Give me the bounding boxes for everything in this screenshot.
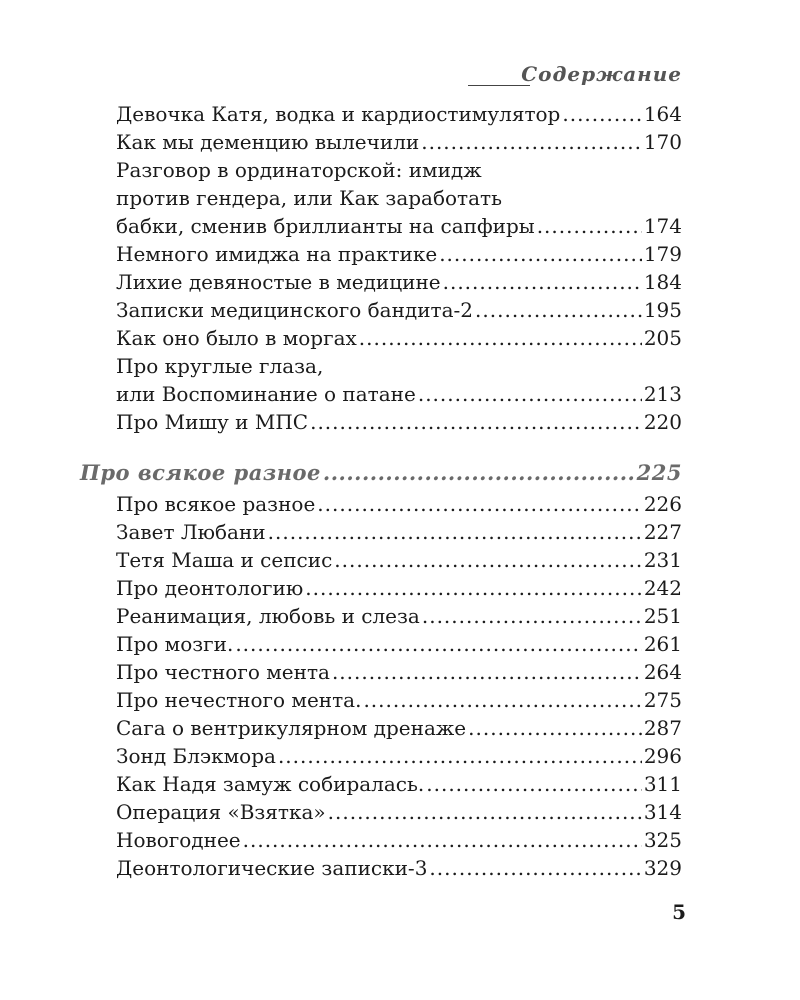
leader-dots — [243, 826, 642, 854]
toc-entry[interactable] — [116, 296, 682, 324]
toc-list-part1 — [116, 100, 682, 436]
toc-entry-title: Как оно было в моргах — [116, 326, 357, 350]
toc-entry-page: 213 — [643, 382, 682, 406]
toc-entry-title: Деонтологические записки-3 — [116, 856, 428, 880]
leader-dots — [278, 742, 642, 770]
toc-entry-title: Про мозги. — [116, 632, 234, 656]
header-title: Содержание — [521, 62, 682, 86]
toc-entry-title: Про честного мента — [116, 660, 330, 684]
toc-entry-title: Реанимация, любовь и слеза — [116, 604, 420, 628]
toc-entry-page: 231 — [643, 548, 682, 572]
toc-entry-title: Немного имиджа на практике — [116, 242, 438, 266]
leader-dots — [443, 268, 642, 296]
toc-entry-title: Операция «Взятка» — [116, 800, 326, 824]
leader-dots — [426, 770, 642, 798]
toc-entry-page: 220 — [643, 410, 682, 434]
toc-entry-page: 261 — [643, 632, 682, 656]
leader-dots — [334, 546, 642, 574]
toc-entry[interactable] — [116, 490, 682, 518]
toc-entry-page: 226 — [643, 492, 682, 516]
toc-entry-page: 251 — [643, 604, 682, 628]
toc-entry-title: Как мы деменцию вылечили — [116, 130, 420, 154]
toc-entry-title: Про всякое разное — [116, 492, 316, 516]
toc-entry[interactable] — [116, 100, 682, 128]
toc-entry-title-line: против гендера, или Как заработать — [116, 186, 502, 210]
toc-entry[interactable] — [116, 518, 682, 546]
toc-entry-page: 205 — [643, 326, 682, 350]
leader-dots — [468, 714, 642, 742]
toc-entry-page: 329 — [643, 856, 682, 880]
leader-dots — [359, 324, 642, 352]
toc-entry-page: 264 — [643, 660, 682, 684]
toc-entry-page: 179 — [643, 242, 682, 266]
toc-entry-title: Девочка Катя, водка и кардиостимулятор — [116, 102, 561, 126]
leader-dots — [268, 518, 642, 546]
leader-dots — [537, 212, 642, 240]
header-rule — [468, 85, 530, 86]
toc-entry[interactable] — [116, 826, 682, 854]
toc-entry-title-line: Разговор в ординаторской: имидж — [116, 158, 482, 182]
toc-entry-page: 275 — [643, 688, 682, 712]
toc-entry-title-line: или Воспоминание о патане — [116, 382, 416, 406]
leader-dots — [310, 408, 642, 436]
toc-entry-title: Про нечестного мента. — [116, 688, 362, 712]
toc-entry[interactable] — [116, 686, 682, 714]
leader-dots — [439, 240, 642, 268]
toc-list-part2 — [116, 490, 682, 882]
leader-dots — [317, 490, 642, 518]
toc-entry-page: 164 — [643, 102, 682, 126]
toc-entry-page: 242 — [643, 576, 682, 600]
toc-entry-page: 174 — [643, 214, 682, 238]
toc-entry-last-line — [116, 380, 682, 408]
toc-entry[interactable] — [116, 156, 682, 240]
toc-entry-title: Тетя Маша и сепсис — [116, 548, 333, 572]
leader-dots — [475, 296, 642, 324]
leader-dots — [422, 602, 642, 630]
toc-entry-page: 170 — [643, 130, 682, 154]
leader-dots — [421, 128, 642, 156]
toc-entry-title-line: бабки, сменив бриллианты на сапфиры — [116, 214, 535, 238]
leader-dots — [235, 630, 641, 658]
toc-entry-page: 311 — [643, 772, 682, 796]
toc-entry-page: 296 — [643, 744, 682, 768]
toc-entry[interactable] — [116, 854, 682, 882]
toc-entry-page: 325 — [643, 828, 682, 852]
toc-entry-last-line — [116, 212, 682, 240]
toc-entry[interactable] — [116, 798, 682, 826]
page-number: 5 — [672, 900, 686, 924]
toc-entry[interactable] — [116, 602, 682, 630]
leader-dots — [562, 100, 641, 128]
toc-entry[interactable] — [116, 574, 682, 602]
toc-entry-title: Про Мишу и МПС — [116, 410, 309, 434]
toc-entry-page: 195 — [643, 298, 682, 322]
leader-dots — [332, 658, 642, 686]
toc-entry-title: Лихие девяностые в медицине — [116, 270, 441, 294]
toc-entry[interactable] — [116, 240, 682, 268]
toc-entry[interactable] — [116, 128, 682, 156]
toc-entry[interactable] — [116, 268, 682, 296]
leader-dots — [305, 574, 642, 602]
toc-entry-title: Записки медицинского бандита-2 — [116, 298, 474, 322]
toc-entry-page: 227 — [643, 520, 682, 544]
toc-entry-page: 184 — [643, 270, 682, 294]
leader-dots — [418, 380, 642, 408]
toc-entry-title: Как Надя замуж собиралась. — [116, 772, 425, 796]
toc-entry[interactable] — [116, 742, 682, 770]
toc-entry-page: 314 — [643, 800, 682, 824]
section-heading[interactable] — [80, 460, 682, 485]
section-leader-dots — [323, 460, 635, 485]
toc-entry-page: 287 — [643, 716, 682, 740]
toc-entry[interactable] — [116, 324, 682, 352]
leader-dots — [429, 854, 641, 882]
toc-entry[interactable] — [116, 352, 682, 408]
toc-entry-title: Зонд Блэкмора — [116, 744, 276, 768]
running-header — [468, 62, 682, 86]
toc-entry-title-line: Про круглые глаза, — [116, 354, 324, 378]
toc-entry[interactable] — [116, 658, 682, 686]
leader-dots — [328, 798, 642, 826]
toc-entry[interactable] — [116, 546, 682, 574]
toc-entry[interactable] — [116, 630, 682, 658]
section-title: Про всякое разное — [80, 460, 321, 485]
toc-entry-title: Сага о вентрикулярном дренаже — [116, 716, 467, 740]
toc-entry-title: Новогоднее — [116, 828, 241, 852]
toc-entry[interactable] — [116, 714, 682, 742]
leader-dots — [363, 686, 641, 714]
toc-entry-title: Про деонтологию — [116, 576, 304, 600]
toc-entry[interactable] — [116, 408, 682, 436]
section-page-number: 225 — [636, 460, 682, 485]
toc-entry[interactable] — [116, 770, 682, 798]
toc-entry-title: Завет Любани — [116, 520, 266, 544]
